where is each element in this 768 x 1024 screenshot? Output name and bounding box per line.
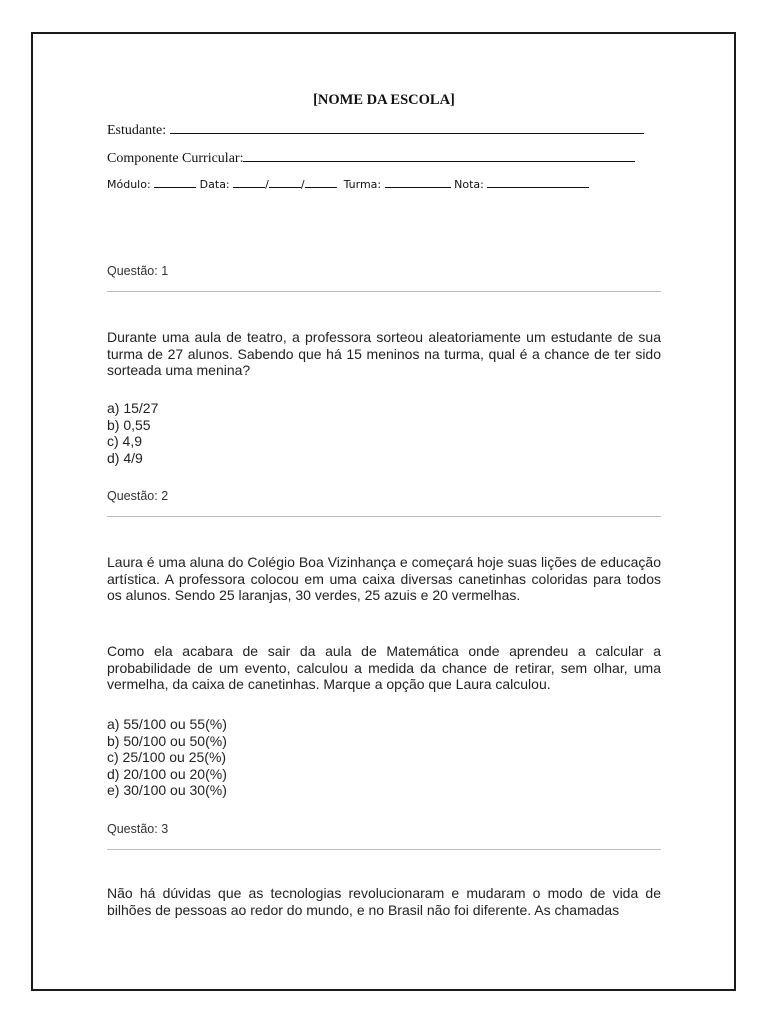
class-blank (385, 176, 451, 188)
option: e) 30/100 ou 30(%) (107, 782, 227, 798)
class-label: Turma: (343, 178, 382, 191)
date-year-blank (305, 176, 337, 188)
option: a) 15/27 (107, 400, 159, 416)
option: c) 4,9 (107, 433, 143, 449)
options-list (107, 716, 227, 799)
school-name: [NOME DA ESCOLA] (313, 92, 455, 108)
date-day-blank (233, 176, 265, 188)
option: c) 25/100 ou 25(%) (107, 749, 227, 765)
grade-blank (487, 176, 589, 188)
question-heading: Questão: 1 (107, 264, 169, 278)
question-heading: Questão: 2 (107, 489, 169, 503)
option: d) 4/9 (107, 449, 143, 466)
question-text: Durante uma aula de teatro, a professora sorteou aleatoriamente um estudante de sua turma de 27 alunos. Sabendo que há 15 meninos na turma, qual é a chance de ter sido sorteada uma menina? (107, 329, 661, 378)
option: a) 55/100 ou 55(%) (107, 716, 227, 732)
divider (107, 849, 661, 850)
student-label: Estudante: (107, 123, 167, 138)
option: d) 20/100 ou 20(%) (107, 765, 227, 782)
subject-field (107, 148, 635, 167)
option: b) 50/100 ou 50(%) (107, 732, 227, 749)
divider (107, 291, 661, 292)
question-heading: Questão: 3 (107, 822, 169, 836)
date-separator: / (300, 178, 305, 191)
grade-label: Nota: (454, 178, 484, 191)
option: b) 0,55 (107, 416, 151, 433)
question-text: Não há dúvidas que as tecnologias revolucionaram e mudaram o modo de vida de bilhões de pessoas ao redor do mundo, e no Brasil não foi diferente. As chamadas (107, 885, 661, 918)
question-text: Como ela acabara de sair da aula de Matemática onde aprendeu a calcular a probabilidade de um evento, calculou a medida da chance de retirar, sem olhar, uma vermelha, da caixa de canetinhas. Marque a opção que Laura calculou. (107, 643, 661, 692)
date-label: Data: (199, 178, 230, 191)
subject-blank (243, 148, 635, 162)
date-separator: / (265, 178, 269, 191)
student-blank (170, 120, 644, 134)
subject-label: Componente Curricular: (107, 151, 244, 166)
module-blank (154, 176, 196, 188)
module-label: Módulo: (107, 178, 151, 191)
meta-fields (107, 176, 589, 191)
question-text: Laura é uma aluna do Colégio Boa Vizinhança e começará hoje suas lições de educação artística. A professora colocou em uma caixa diversas canetinhas coloridas para todos os alunos. Sendo 25 laranjas, 30 verdes, 25 azuis e 20 vermelhas. (107, 554, 661, 603)
student-field (107, 120, 644, 139)
date-month-blank (269, 176, 301, 188)
divider (107, 516, 661, 517)
options-list (107, 400, 158, 466)
